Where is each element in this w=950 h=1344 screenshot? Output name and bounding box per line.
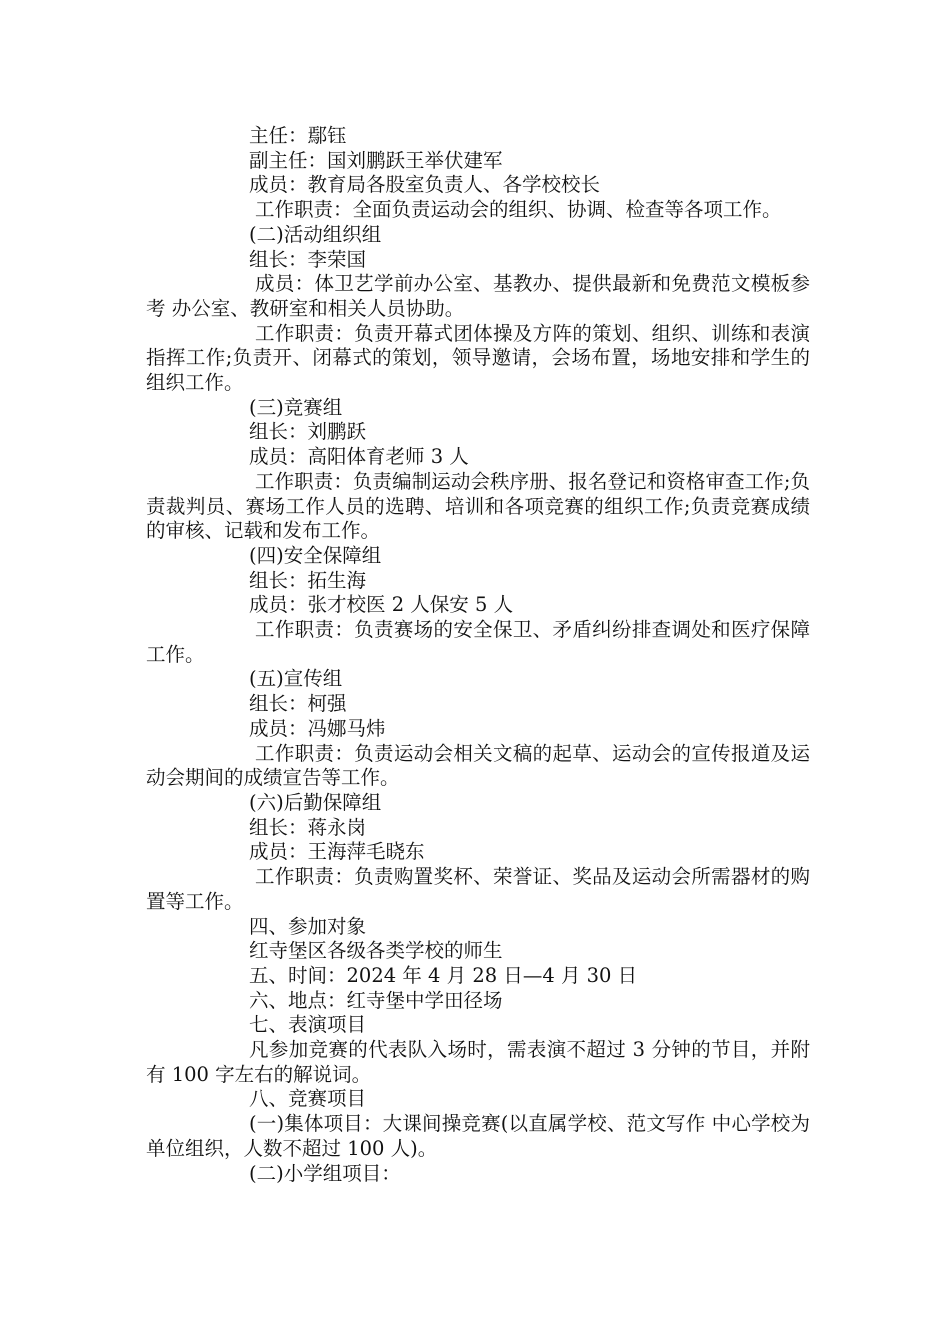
paragraph: 组长：刘鹏跃: [249, 420, 367, 444]
paragraph: 红寺堡区各级各类学校的师生: [249, 939, 503, 963]
paragraph: (一)集体项目：大课间操竞赛(以直属学校、范文写作 中心学校为单位组织，人数不超过 100 人)。: [146, 1112, 810, 1160]
section-heading: 七、表演项目: [249, 1013, 367, 1037]
section-heading: (五)宣传组: [249, 667, 343, 691]
paragraph: 凡参加竞赛的代表队入场时，需表演不超过 3 分钟的节目，并附有 100 字左右的解说词。: [146, 1038, 810, 1086]
paragraph: 组长：柯强: [249, 692, 347, 716]
paragraph: 成员：王海萍毛晓东: [249, 840, 425, 864]
paragraph: 成员：冯娜马炜: [249, 716, 386, 740]
paragraph: 组长：李荣国: [249, 247, 367, 271]
paragraph: 成员：教育局各股室负责人、各学校校长: [249, 173, 601, 197]
paragraph: 组长：蒋永岗: [249, 815, 367, 839]
section-heading: 八、竞赛项目: [249, 1087, 367, 1111]
paragraph: 副主任：国刘鹏跃王举伏建军: [249, 148, 503, 172]
paragraph: 工作职责：负责编制运动会秩序册、报名登记和资格审查工作;负责裁判员、赛场工作人员的选聘、培训和各项竞赛的组织工作;负责竞赛成绩的审核、记载和发布工作。: [146, 469, 810, 543]
section-heading: (四)安全保障组: [249, 543, 382, 567]
paragraph: 五、时间：2024 年 4 月 28 日—4 月 30 日: [249, 963, 638, 987]
document-body: [146, 124, 810, 1186]
paragraph: 工作职责：负责运动会相关文稿的起草、运动会的宣传报道及运动会期间的成绩宣告等工作。: [146, 741, 810, 790]
paragraph: 成员：高阳体育老师 3 人: [249, 445, 469, 469]
paragraph: 成员：体卫艺学前办公室、基教办、提供最新和免费范文模板参考 办公室、教研室和相关人员协助。: [146, 272, 810, 320]
paragraph: 工作职责：负责赛场的安全保卫、矛盾纠纷排查调处和医疗保障工作。: [146, 618, 810, 666]
paragraph: 成员：张才校医 2 人保安 5 人: [249, 593, 514, 617]
paragraph: 工作职责：负责开幕式团体操及方阵的策划、组织、训练和表演指挥工作;负责开、闭幕式的策划，领导邀请，会场布置，场地安排和学生的组织工作。: [146, 321, 810, 395]
section-heading: (二)小学组项目：: [249, 1161, 401, 1185]
paragraph: 工作职责：全面负责运动会的组织、协调、检查等各项工作。: [255, 198, 782, 222]
paragraph: 工作职责：负责购置奖杯、荣誉证、奖品及运动会所需器材的购置等工作。: [146, 865, 810, 913]
paragraph: 六、地点：红寺堡中学田径场: [249, 988, 503, 1012]
section-heading: (三)竞赛组: [249, 395, 343, 419]
section-heading: 四、参加对象: [249, 914, 367, 938]
paragraph: 主任：鄢钰: [249, 124, 347, 147]
paragraph: 组长：拓生海: [249, 568, 367, 592]
section-heading: (二)活动组织组: [249, 222, 382, 246]
section-heading: (六)后勤保障组: [249, 790, 382, 814]
